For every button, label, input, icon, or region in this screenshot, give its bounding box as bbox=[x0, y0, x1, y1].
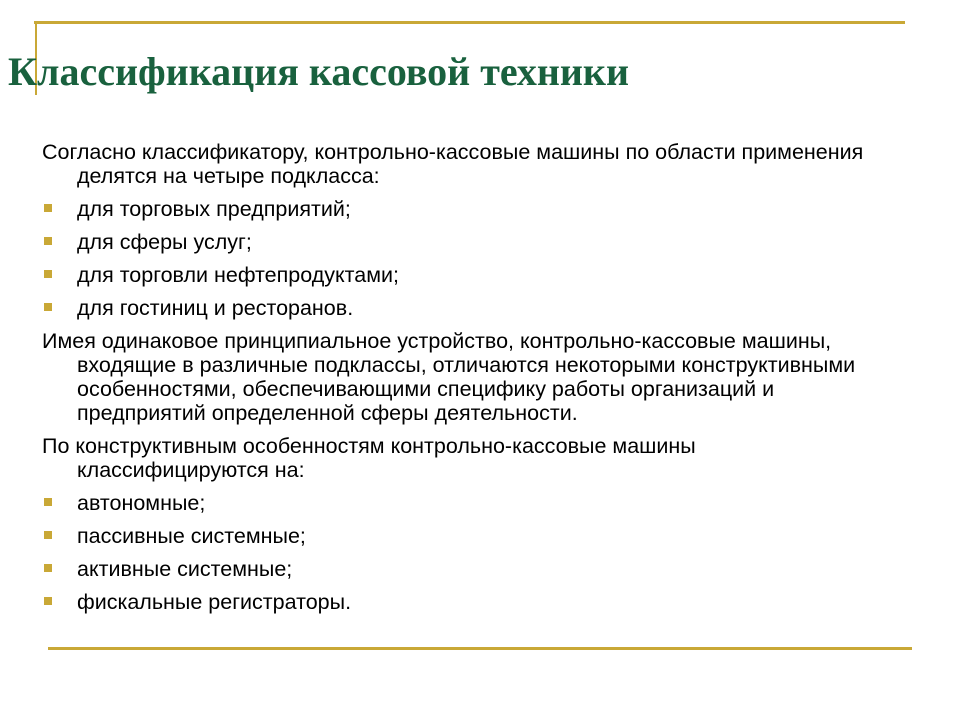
list-item bbox=[42, 590, 892, 614]
bullet-list-design bbox=[42, 491, 892, 614]
list-item bbox=[42, 296, 892, 320]
square-bullet-icon bbox=[44, 270, 52, 278]
square-bullet-icon bbox=[44, 237, 52, 245]
top-divider-line bbox=[34, 21, 905, 24]
slide-body bbox=[42, 140, 892, 623]
list-item-label: автономные; bbox=[77, 491, 206, 515]
square-bullet-icon bbox=[44, 564, 52, 572]
list-item-label: для сферы услуг; bbox=[77, 230, 252, 254]
square-bullet-icon bbox=[44, 498, 52, 506]
list-item-label: пассивные системные; bbox=[77, 524, 306, 548]
square-bullet-icon bbox=[44, 204, 52, 212]
list-item-label: фискальные регистраторы. bbox=[77, 590, 352, 614]
list-item bbox=[42, 230, 892, 254]
list-item bbox=[42, 491, 892, 515]
list-item bbox=[42, 197, 892, 221]
bottom-divider-line bbox=[48, 647, 912, 650]
list-item-label: для торговли нефтепродуктами; bbox=[77, 263, 399, 287]
square-bullet-icon bbox=[44, 531, 52, 539]
intro-paragraph-1: Согласно классификатору, контрольно-кассовые машины по области применения делятся на четыре подкласса: bbox=[42, 140, 864, 188]
bullet-list-application bbox=[42, 197, 892, 320]
list-item bbox=[42, 263, 892, 287]
paragraph-2: Имея одинаковое принципиальное устройство, контрольно-кассовые машины, входящие в различные подклассы, отличаются некоторыми конструктивными особенностями, обеспечивающими специфику работы организаций и предприятий определенной сферы деятельности. bbox=[42, 329, 856, 425]
list-item bbox=[42, 524, 892, 548]
slide-title: Классификация кассовой техники bbox=[8, 49, 630, 94]
square-bullet-icon bbox=[44, 597, 52, 605]
square-bullet-icon bbox=[44, 303, 52, 311]
list-item bbox=[42, 557, 892, 581]
list-item-label: активные системные; bbox=[77, 557, 293, 581]
list-item-label: для гостиниц и ресторанов. bbox=[77, 296, 354, 320]
list-item-label: для торговых предприятий; bbox=[77, 197, 351, 221]
intro-paragraph-3: По конструктивным особенностям контрольно-кассовые машины классифицируются на: bbox=[42, 434, 696, 482]
